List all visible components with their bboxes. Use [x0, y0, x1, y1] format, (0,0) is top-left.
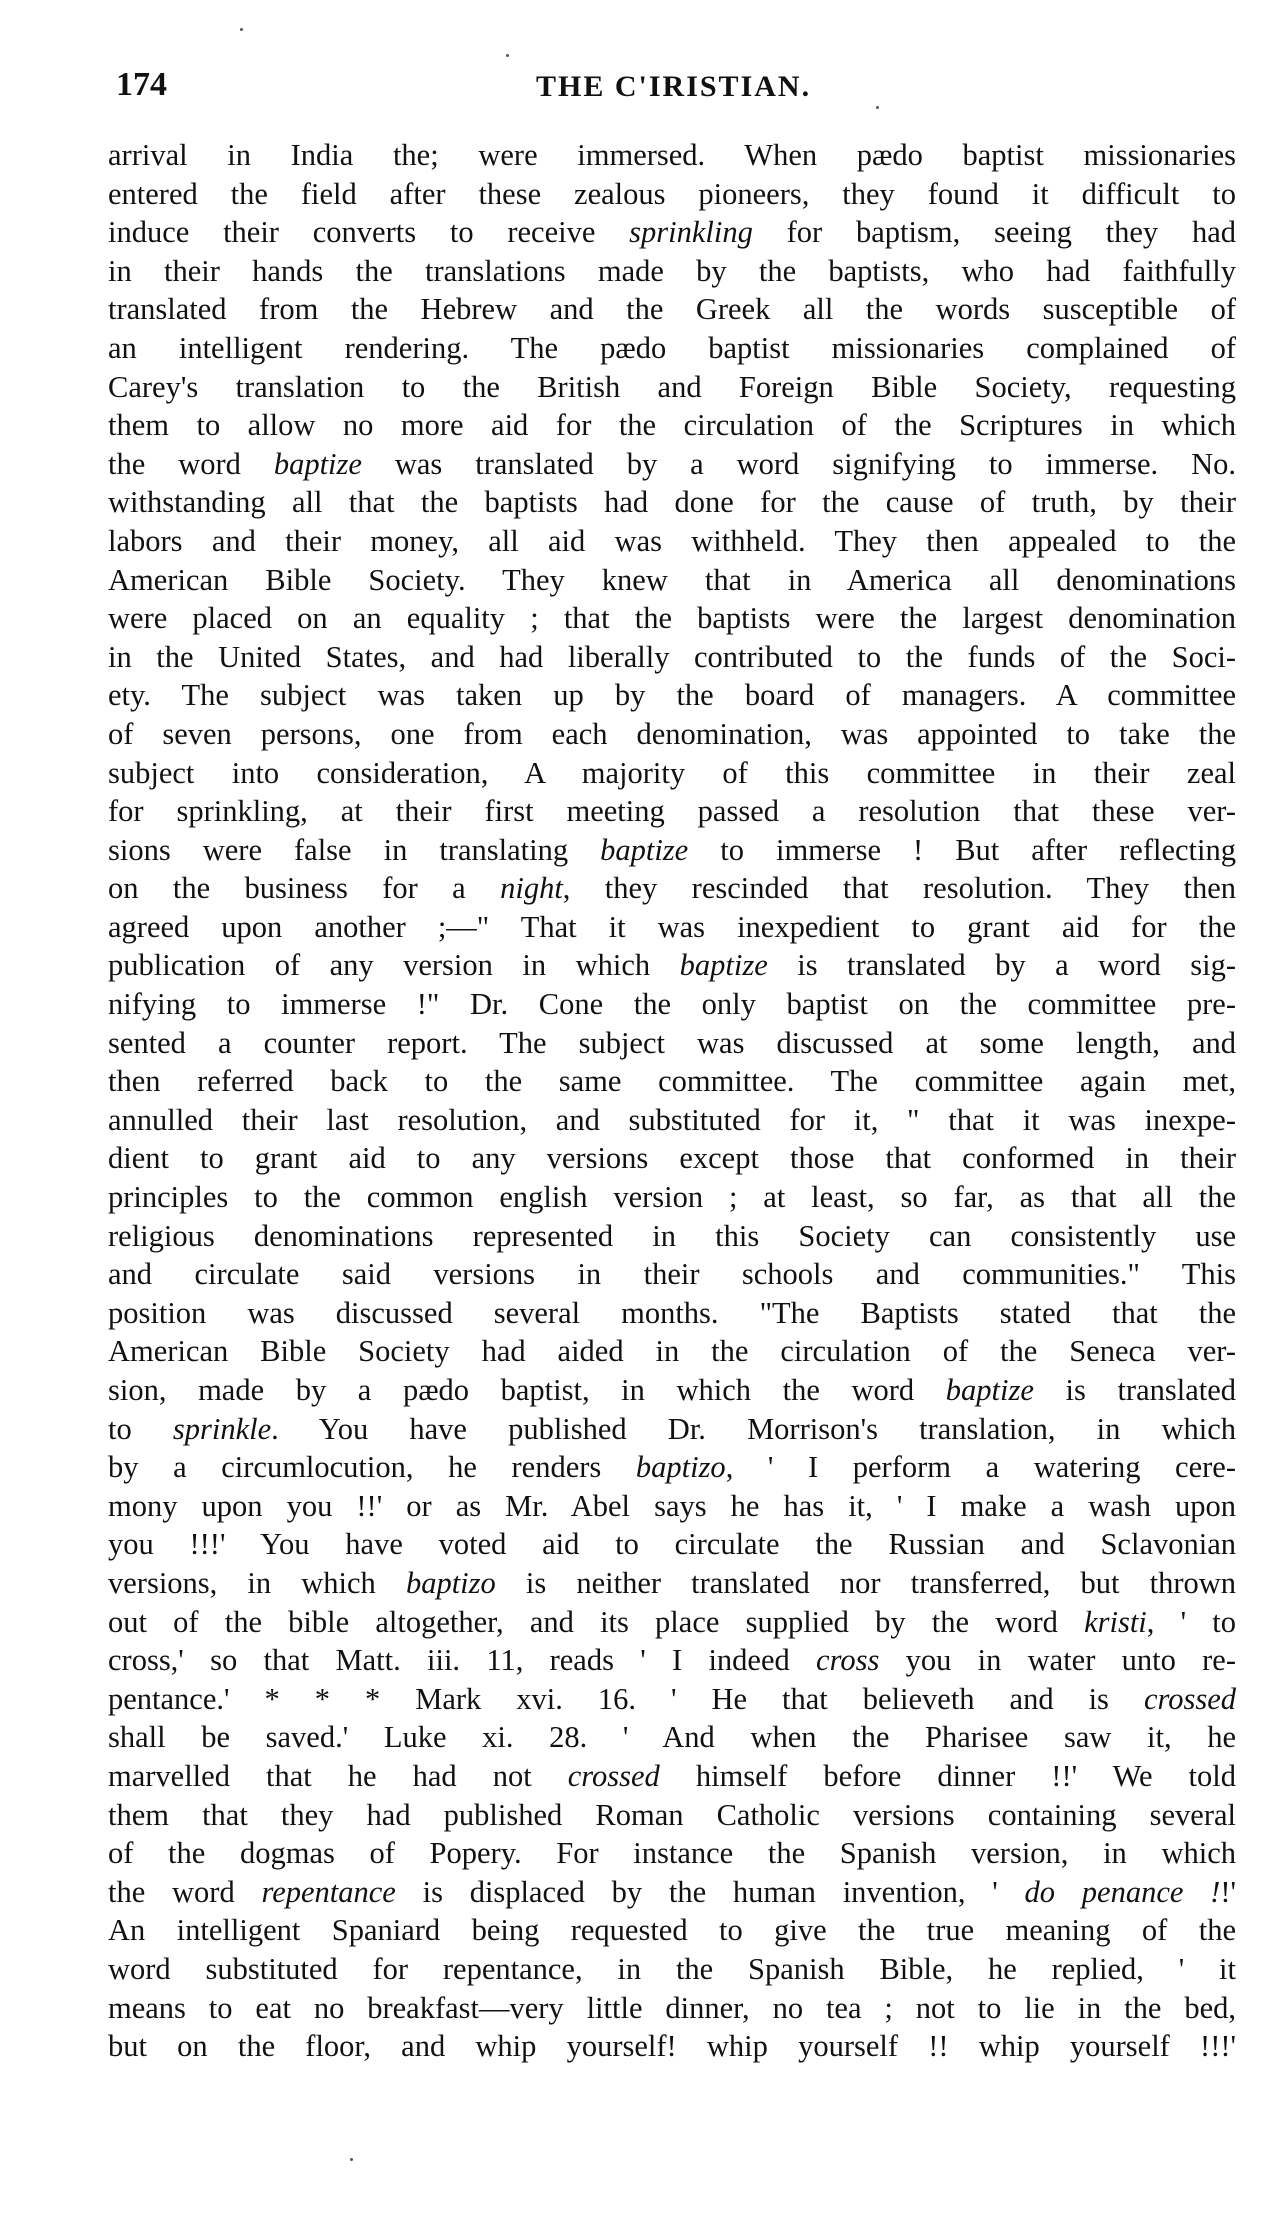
text-run: . You have published Dr. Morrison's translation, in which [271, 1411, 1236, 1446]
text-line [108, 1448, 1236, 1487]
text-run: for sprinkling, at their first meeting passed a resolution that these ver- [108, 794, 1236, 829]
text-run: subject into consideration, A majority of this committee in their zeal [108, 755, 1236, 790]
text-line [108, 483, 1236, 522]
text-line [108, 406, 1236, 445]
text-run: sented a counter report. The subject was discussed at some length, and [108, 1025, 1236, 1060]
text-line [108, 792, 1236, 831]
text-run: arrival in India the; were immersed. When pædo baptist missionaries [108, 138, 1236, 172]
text-line [108, 1487, 1236, 1526]
italic-word: cross [816, 1643, 880, 1678]
scan-speck [350, 2158, 353, 2161]
text-run: pentance.' * * * Mark xvi. 16. ' He that believeth and is [108, 1681, 1144, 1716]
text-run: in their hands the translations made by the baptists, who had faithfully [108, 253, 1236, 288]
text-run: , they rescinded that resolution. They then [562, 871, 1236, 906]
text-run: and circulate said versions in their schools and communities." This [108, 1257, 1236, 1292]
text-line [108, 252, 1236, 291]
text-line [108, 445, 1236, 484]
italic-word: baptizo [405, 1565, 496, 1600]
text-run: agreed upon another ;—" That it was inexpedient to grant aid for the [108, 909, 1236, 944]
text-run: them that they had published Roman Catholic versions containing several [108, 1797, 1236, 1832]
text-run: you !!!' You have voted aid to circulate the Russian and Sclavonian [108, 1527, 1236, 1562]
text-run: dient to grant aid to any versions except those that conformed in their [108, 1141, 1236, 1176]
text-line [108, 869, 1236, 908]
text-line [108, 1294, 1236, 1333]
text-run: !' [1220, 1874, 1236, 1909]
text-run: Carey's translation to the British and Foreign Bible Society, requesting [108, 369, 1236, 404]
italic-word: crossed [1143, 1681, 1236, 1716]
text-line [108, 290, 1236, 329]
text-line [108, 136, 1236, 175]
text-run: religious denominations represented in this Society can consistently use [108, 1218, 1236, 1253]
text-run: is neither translated nor transferred, but thrown [495, 1565, 1236, 1600]
text-run: , ' to [1146, 1604, 1236, 1639]
text-line [108, 1911, 1236, 1950]
text-run: to immerse ! But after reflecting [688, 832, 1236, 867]
text-line [108, 1757, 1236, 1796]
italic-word: repentance [261, 1874, 396, 1909]
text-line [108, 213, 1236, 252]
text-run: word substituted for repentance, in the Spanish Bible, he replied, ' it [108, 1951, 1236, 1986]
text-run: principles to the common english version ; at least, so far, as that all the [108, 1180, 1236, 1215]
text-line [108, 561, 1236, 600]
text-line [108, 754, 1236, 793]
text-run: induce their converts to receive [108, 215, 630, 250]
text-run: you in water unto re- [879, 1643, 1236, 1678]
text-run: the word [108, 446, 274, 481]
text-run: then referred back to the same committee. The committee again met, [108, 1064, 1236, 1099]
text-line [108, 1718, 1236, 1757]
text-run: for baptism, seeing they had [752, 215, 1236, 250]
text-run: labors and their money, all aid was withheld. They then appealed to the [108, 523, 1236, 558]
text-run: annulled their last resolution, and substituted for it, " that it was inexpe- [108, 1102, 1236, 1137]
text-line [108, 1950, 1236, 1989]
text-run: were placed on an equality ; that the baptists were the largest denomination [108, 601, 1236, 636]
text-line [108, 1796, 1236, 1835]
text-run: publication of any version in which [108, 948, 680, 983]
text-line [108, 1641, 1236, 1680]
scan-speck [506, 54, 509, 57]
text-run: of the dogmas of Popery. For instance the Spanish version, in which [108, 1836, 1236, 1871]
text-run: translated from the Hebrew and the Greek all the words susceptible of [108, 292, 1236, 327]
text-run: by a circumlocution, he renders [108, 1450, 636, 1485]
italic-word: kristi [1084, 1604, 1147, 1639]
text-line [108, 1178, 1236, 1217]
text-run: An intelligent Spaniard being requested to give the true meaning of the [108, 1913, 1236, 1948]
text-line [108, 1834, 1236, 1873]
text-line [108, 599, 1236, 638]
text-run: ety. The subject was taken up by the board of managers. A committee [108, 678, 1236, 713]
italic-word: baptize [945, 1373, 1034, 1407]
text-line [108, 715, 1236, 754]
text-line [108, 2027, 1236, 2066]
text-run: American Bible Society. They knew that in America all denominations [108, 562, 1236, 597]
text-run: himself before dinner !!' We told [659, 1758, 1236, 1793]
text-line [108, 1024, 1236, 1063]
text-run: is translated [1033, 1373, 1236, 1407]
text-line [108, 676, 1236, 715]
text-run: withstanding all that the baptists had done for the cause of truth, by their [108, 485, 1236, 520]
text-line [108, 1410, 1236, 1449]
body-text [108, 136, 1236, 2066]
page-number: 174 [116, 66, 167, 103]
italic-word: sprinkle [172, 1411, 272, 1446]
text-run: the word [108, 1874, 262, 1909]
text-run: entered the field after these zealous pioneers, they found it difficult to [108, 176, 1236, 211]
text-run: versions, in which [108, 1565, 406, 1600]
text-run: an intelligent rendering. The pædo baptist missionaries complained of [108, 330, 1236, 365]
text-line [108, 1680, 1236, 1719]
text-line [108, 1332, 1236, 1371]
text-run: sion, made by a pædo baptist, in which the word [108, 1373, 946, 1407]
italic-word: baptize [600, 832, 689, 867]
text-line [108, 946, 1236, 985]
text-run: them to allow no more aid for the circulation of the Scriptures in which [108, 408, 1236, 443]
text-run: in the United States, and had liberally contributed to the funds of the Soci- [108, 639, 1236, 674]
text-line [108, 985, 1236, 1024]
page-header [116, 66, 1236, 114]
text-run: is translated by a word sig- [767, 948, 1236, 983]
text-line [108, 1062, 1236, 1101]
text-run: marvelled that he had not [108, 1758, 568, 1793]
text-line [108, 1989, 1236, 2028]
text-line [108, 368, 1236, 407]
italic-word: sprinkling [629, 215, 753, 250]
scan-speck [240, 28, 243, 31]
italic-word: night [500, 871, 563, 906]
text-run: was translated by a word signifying to immerse. No. [361, 446, 1236, 481]
italic-word: baptizo [635, 1450, 726, 1485]
text-run: mony upon you !!' or as Mr. Abel says he has it, ' I make a wash upon [108, 1488, 1236, 1523]
text-line [108, 175, 1236, 214]
text-run: but on the floor, and whip yourself! whip yourself !! whip yourself !!!' [108, 2029, 1236, 2064]
text-run: out of the bible altogether, and its place supplied by the word [108, 1604, 1085, 1639]
text-line [108, 1564, 1236, 1603]
text-run: American Bible Society had aided in the circulation of the Seneca ver- [108, 1334, 1236, 1369]
running-title: THE C'IRISTIAN. [536, 70, 812, 103]
text-line [108, 638, 1236, 677]
text-line [108, 1217, 1236, 1256]
italic-word: baptize [273, 446, 362, 481]
text-line [108, 1139, 1236, 1178]
text-line [108, 1101, 1236, 1140]
text-run: sions were false in translating [108, 832, 601, 867]
text-run: to [108, 1411, 173, 1446]
text-line [108, 831, 1236, 870]
text-line [108, 1371, 1236, 1410]
text-run: , ' I perform a watering cere- [725, 1450, 1236, 1485]
scan-speck [876, 106, 879, 109]
italic-word: baptize [679, 948, 768, 983]
text-line [108, 908, 1236, 947]
text-run: shall be saved.' Luke xi. 28. ' And when the Pharisee saw it, he [108, 1720, 1236, 1755]
italic-word: do penance ! [1024, 1874, 1221, 1909]
text-run: means to eat no breakfast—very little dinner, no tea ; not to lie in the bed, [108, 1990, 1236, 2025]
text-line [108, 1255, 1236, 1294]
text-line [108, 1603, 1236, 1642]
text-line [108, 329, 1236, 368]
text-run: cross,' so that Matt. iii. 11, reads ' I indeed [108, 1643, 817, 1678]
text-run: position was discussed several months. "The Baptists stated that the [108, 1295, 1236, 1330]
text-line [108, 1873, 1236, 1912]
text-run: on the business for a [108, 871, 501, 906]
text-line [108, 1525, 1236, 1564]
text-run: nifying to immerse !" Dr. Cone the only baptist on the committee pre- [108, 987, 1236, 1022]
text-line [108, 522, 1236, 561]
text-run: of seven persons, one from each denomination, was appointed to take the [108, 716, 1236, 751]
text-run: is displaced by the human invention, ' [395, 1874, 1025, 1909]
italic-word: crossed [567, 1758, 660, 1793]
